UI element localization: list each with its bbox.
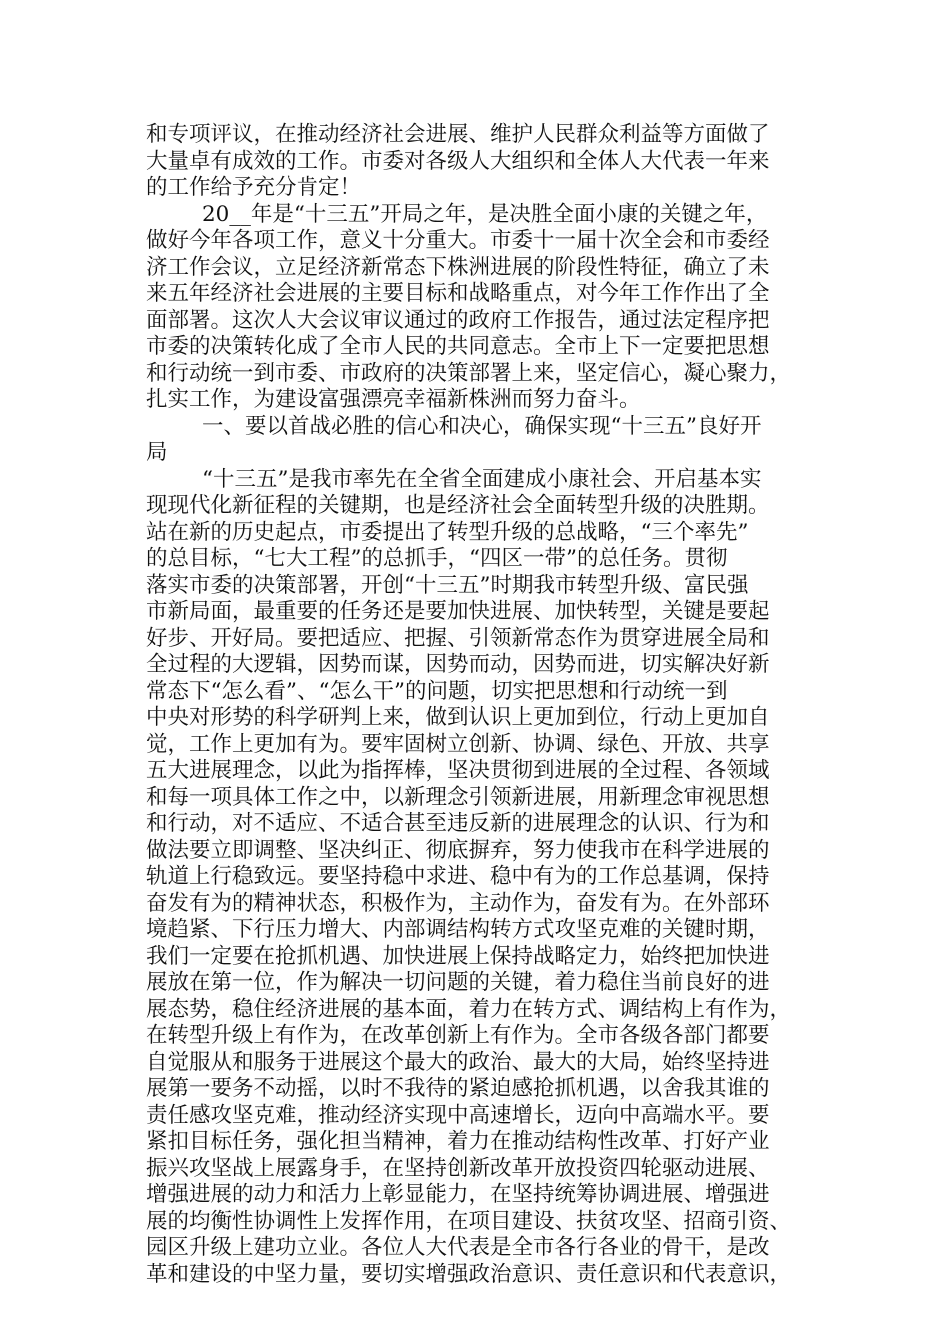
text-line: 和专项评议，在推动经济社会进展、维护人民群众利益等方面做了 bbox=[146, 122, 770, 147]
text-line: 好步、开好局。要把适应、把握、引领新常态作为贯穿进展全局和 bbox=[146, 625, 770, 651]
text-line: 市新局面，最重要的任务还是要加快进展、加快转型，关键是要起 bbox=[146, 599, 770, 624]
text-line: 来五年经济社会进展的主要目标和战略重点，对今年工作作出了全 bbox=[146, 281, 770, 306]
text-line: 展放在第一位，作为解决一切问题的关键，着力稳住当前良好的进 bbox=[146, 970, 770, 995]
text-line: 大量卓有成效的工作。市委对各级人大组织和全体人大代表一年来 bbox=[146, 148, 770, 174]
document-body bbox=[146, 122, 826, 1288]
text-line: 自觉服从和服务于进展这个最大的政治、最大的大局，始终坚持进 bbox=[146, 1049, 770, 1075]
text-line: 我们一定要在抢抓机遇、加快进展上保持战略定力，始终把加快进 bbox=[146, 943, 770, 969]
text-line: 和行动，对不适应、不适合甚至违反新的进展理念的认识、行为和 bbox=[146, 811, 770, 836]
text-line: 市委的决策转化成了全市人民的共同意志。全市上下一定要把思想 bbox=[146, 334, 770, 359]
text-line: 在转型升级上有作为，在改革创新上有作为。全市各级各部门都要 bbox=[146, 1023, 770, 1048]
text-line: 20__年是“十三五”开局之年，是决胜全面小康的关键之年， bbox=[202, 201, 768, 227]
text-line: 展态势，稳住经济进展的基本面，着力在转方式、调结构上有作为， bbox=[146, 996, 792, 1022]
text-line: 扎实工作，为建设富强漂亮幸福新株洲而努力奋斗。 bbox=[146, 387, 641, 412]
text-line: 境趋紧、下行压力增大、内部调结构转方式攻坚克难的关键时期， bbox=[146, 917, 770, 942]
text-line: 济工作会议，立足经济新常态下株洲进展的阶段性特征，确立了未 bbox=[146, 254, 770, 280]
text-line: 展的均衡性协调性上发挥作用，在项目建设、扶贫攻坚、招商引资、 bbox=[146, 1208, 792, 1234]
text-line: 革和建设的中坚力量，要切实增强政治意识、责任意识和代表意识， bbox=[146, 1261, 792, 1287]
text-line: 现现代化新征程的关键期，也是经济社会全面转型升级的决胜期。 bbox=[146, 493, 770, 518]
text-line: 中央对形势的科学研判上来，做到认识上更加到位，行动上更加自 bbox=[146, 705, 770, 730]
text-line: 和行动统一到市委、市政府的决策部署上来，坚定信心，凝心聚力， bbox=[146, 360, 792, 386]
text-line: 常态下“怎么看”、“怎么干”的问题，切实把思想和行动统一到 bbox=[146, 678, 728, 704]
text-line: 的总目标，“七大工程”的总抓手，“四区一带”的总任务。贯彻 bbox=[146, 546, 728, 571]
text-line: 觉，工作上更加有为。要牢固树立创新、协调、绿色、开放、共享 bbox=[146, 731, 770, 757]
text-line: 振兴攻坚战上展露身手，在坚持创新改革开放投资四轮驱动进展、 bbox=[146, 1155, 770, 1181]
text-line: “十三五”是我市率先在全省全面建成小康社会、开启基本实 bbox=[202, 466, 762, 492]
text-line: 的工作给予充分肯定！ bbox=[146, 175, 362, 200]
text-line: 全过程的大逻辑，因势而谋，因势而动，因势而进，切实解决好新 bbox=[146, 652, 770, 677]
text-line: 园区升级上建功立业。各位人大代表是全市各行各业的骨干，是改 bbox=[146, 1235, 770, 1260]
text-line: 面部署。这次人大会议审议通过的政府工作报告，通过法定程序把 bbox=[146, 307, 770, 333]
text-line: 和每一项具体工作之中，以新理念引领新进展，用新理念审视思想 bbox=[146, 784, 770, 810]
text-line: 五大进展理念，以此为指挥棒，坚决贯彻到进展的全过程、各领域 bbox=[146, 758, 770, 783]
text-line: 责任感攻坚克难，推动经济实现中高速增长，迈向中高端水平。要 bbox=[146, 1102, 770, 1128]
text-line: 局 bbox=[146, 440, 168, 465]
text-line: 一、要以首战必胜的信心和决心，确保实现“十三五”良好开 bbox=[202, 413, 762, 439]
text-line: 紧扣目标任务，强化担当精神，着力在推动结构性改革、打好产业 bbox=[146, 1129, 770, 1154]
text-line: 奋发有为的精神状态，积极作为，主动作为，奋发有为。在外部环 bbox=[146, 890, 770, 916]
text-line: 轨道上行稳致远。要坚持稳中求进、稳中有为的工作总基调，保持 bbox=[146, 864, 770, 889]
text-line: 做好今年各项工作，意义十分重大。市委十一届十次全会和市委经 bbox=[146, 228, 770, 253]
text-line: 落实市委的决策部署，开创“十三五”时期我市转型升级、富民强 bbox=[146, 572, 749, 598]
text-line: 站在新的历史起点，市委提出了转型升级的总战略，“三个率先” bbox=[146, 519, 749, 545]
text-line: 增强进展的动力和活力上彰显能力，在坚持统筹协调进展、增强进 bbox=[146, 1182, 770, 1207]
text-line: 展第一要务不动摇，以时不我待的紧迫感抢抓机遇，以舍我其谁的 bbox=[146, 1076, 770, 1101]
text-line: 做法要立即调整、坚决纠正、彻底摒弃，努力使我市在科学进展的 bbox=[146, 837, 770, 863]
